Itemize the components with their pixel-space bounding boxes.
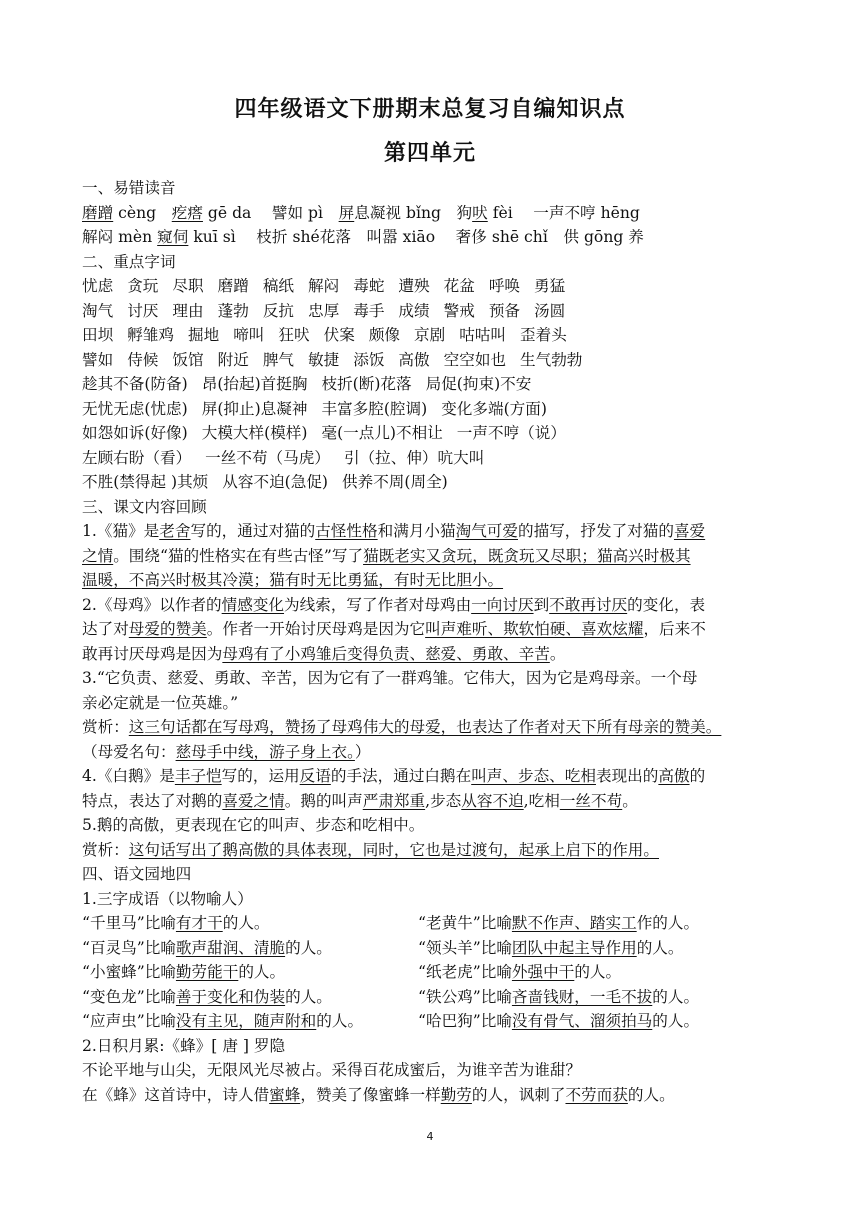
word: 伏案 bbox=[323, 326, 355, 344]
word-pair: 大模大样(模样) bbox=[201, 424, 308, 442]
word: 忠厚 bbox=[308, 301, 340, 320]
word: 侍候 bbox=[127, 350, 159, 369]
paragraph-line bbox=[82, 1083, 782, 1108]
word-pair: 局促(拘束)不安 bbox=[425, 375, 532, 393]
section-heading: 四、语文园地四 bbox=[82, 865, 192, 883]
idiom-left bbox=[82, 963, 285, 981]
word-row bbox=[82, 348, 782, 373]
word: 稿纸 bbox=[262, 277, 295, 295]
word: 附近 bbox=[217, 350, 249, 369]
idiom-row bbox=[82, 911, 782, 936]
idiom-right bbox=[418, 911, 699, 936]
text: “百灵鸟”比喻 bbox=[82, 938, 176, 957]
paragraph-line bbox=[82, 789, 782, 814]
text: 作的人。 bbox=[636, 914, 700, 932]
page-number: 4 bbox=[426, 1130, 434, 1143]
pronunciation-row bbox=[82, 225, 782, 250]
word: 歪着头 bbox=[520, 326, 567, 344]
key-point: 之情 bbox=[82, 546, 114, 565]
key-point: 有才干 bbox=[175, 914, 223, 932]
key-point: 喜爱 bbox=[673, 522, 706, 540]
section-heading: 一、易错读音 bbox=[82, 179, 176, 197]
word-pair: 一声不哼（说） bbox=[456, 424, 566, 442]
idiom-left bbox=[82, 1012, 363, 1030]
paragraph-line bbox=[82, 593, 782, 618]
key-point: 勤劳 bbox=[440, 1085, 472, 1104]
paragraph-line bbox=[82, 544, 782, 569]
text: 的人。 bbox=[238, 963, 286, 981]
word-pair: 毫(一点儿)不相让 bbox=[321, 424, 443, 442]
word: 孵雏鸡 bbox=[127, 326, 174, 344]
word: 理由 bbox=[172, 301, 204, 320]
pron-text: 息凝视 bǐng 狗 bbox=[354, 203, 473, 222]
word: 呼唤 bbox=[488, 277, 521, 295]
key-point: 没有主见，随声附和 bbox=[175, 1012, 317, 1030]
subheading: 1.三字成语（以物喻人） bbox=[82, 889, 253, 908]
paragraph-line: 3.“它负责、慈爱、勇敢、辛苦，因为它有了一群鸡雏。它伟大，因为它是鸡母亲。一个母 bbox=[82, 669, 698, 687]
word: 讨厌 bbox=[127, 301, 159, 320]
key-point: 善于变化和伪装 bbox=[175, 987, 286, 1006]
idiom-row bbox=[82, 1009, 782, 1034]
word: 毒手 bbox=[353, 301, 385, 320]
word-pair: 昂(抬起)首挺胸 bbox=[201, 375, 308, 393]
key-point: 勤劳能干 bbox=[175, 963, 239, 981]
text: 敢再讨厌母鸡是因为 bbox=[82, 644, 223, 663]
text: 的描写，抒发了对猫的 bbox=[518, 522, 674, 540]
word: 警戒 bbox=[443, 301, 475, 320]
word: 田坝 bbox=[82, 326, 114, 344]
key-point: 默不作声、踏实工 bbox=[511, 914, 637, 932]
word: 成绩 bbox=[398, 301, 430, 320]
word: 解闷 bbox=[308, 277, 340, 295]
appreciation-line bbox=[82, 715, 782, 740]
word: 脾气 bbox=[262, 350, 295, 369]
appreciation-label: 赏析： bbox=[82, 718, 129, 736]
text: ，后来不 bbox=[643, 620, 706, 638]
text: （母爱名句： bbox=[82, 742, 176, 761]
subheading: 2.日积月累:《蜂》[ 唐 ] 罗隐 bbox=[82, 1036, 286, 1055]
word: 花盆 bbox=[443, 277, 475, 295]
idiom-left bbox=[82, 939, 332, 957]
word-pair-row bbox=[82, 397, 782, 422]
key-point: 高傲 bbox=[658, 767, 690, 785]
word-pair: 无忧无虑(忧虑) bbox=[82, 399, 188, 418]
text: 4.《白鹅》是 bbox=[82, 767, 175, 785]
text: “小蜜蜂”比喻 bbox=[82, 963, 176, 981]
paragraph-line bbox=[82, 764, 782, 789]
text: 的 bbox=[689, 767, 706, 785]
key-point: 叫声、步态、吃相 bbox=[471, 767, 596, 785]
text: 的人。 bbox=[636, 938, 684, 957]
key-point: 反语 bbox=[299, 767, 331, 785]
text: 。围绕“猫的性格实在有些古怪”写了 bbox=[113, 546, 364, 565]
idiom-right bbox=[418, 936, 683, 961]
word: 蓬勃 bbox=[217, 301, 249, 320]
key-point: 歌声甜润、清脆 bbox=[175, 938, 286, 957]
paragraph-line: 5.鹅的高傲，更表现在它的叫声、步态和吃相中。 bbox=[82, 816, 425, 834]
text: ） bbox=[354, 742, 371, 761]
word: 啼叫 bbox=[233, 326, 265, 344]
pron-word: 窥伺 bbox=[157, 228, 189, 246]
word: 预备 bbox=[488, 301, 521, 320]
word-pair: 屏(抑止)息凝神 bbox=[201, 399, 308, 418]
text: “哈巴狗”比喻 bbox=[418, 1012, 512, 1030]
idiom-right bbox=[418, 960, 621, 985]
text: 1.《猫》是 bbox=[82, 522, 160, 540]
word-pair: 从容不迫(急促) bbox=[222, 473, 329, 491]
text: 的人。 bbox=[627, 1085, 675, 1104]
key-point: 外强中干 bbox=[511, 963, 575, 981]
word: 狂吠 bbox=[278, 326, 310, 344]
key-point: 母鸡有了小鸡雏后变得负责、慈爱、勇敢、辛苦 bbox=[222, 644, 550, 663]
text: 写的，通过对猫的 bbox=[190, 522, 316, 540]
text: 。作者一开始讨厌母鸡是因为它 bbox=[206, 620, 426, 638]
text: 的人。 bbox=[222, 914, 270, 932]
word-pair: 变化多端(方面) bbox=[441, 399, 547, 418]
word: 毒蛇 bbox=[353, 277, 385, 295]
text: 2.《母鸡》以作者的 bbox=[82, 595, 222, 614]
word: 敏捷 bbox=[308, 350, 340, 369]
key-point: 情感变化 bbox=[221, 595, 285, 614]
text: 的人，讽刺了 bbox=[471, 1085, 566, 1104]
unit-title: 第四单元 bbox=[383, 140, 476, 166]
key-point: 不敢再讨厌 bbox=[549, 595, 628, 614]
text: 到 bbox=[533, 595, 550, 614]
document-title: 四年级语文下册期末总复习自编知识点 bbox=[234, 96, 626, 122]
key-point: 没有骨气、溜须拍马 bbox=[511, 1012, 653, 1030]
word: 忧虑 bbox=[82, 277, 114, 295]
text: ,步态 bbox=[425, 791, 462, 810]
text: “铁公鸡”比喻 bbox=[418, 987, 512, 1006]
text: ,吃相 bbox=[523, 791, 560, 810]
text: “千里马”比喻 bbox=[82, 914, 176, 932]
text: “纸老虎”比喻 bbox=[418, 963, 512, 981]
key-point: 慈母手中线，游子身上衣。 bbox=[175, 742, 355, 761]
word: 生气勃勃 bbox=[520, 350, 583, 369]
key-point: 一向讨厌 bbox=[471, 595, 534, 614]
key-point: 喜爱之情 bbox=[222, 791, 285, 810]
document-body bbox=[82, 176, 782, 1107]
text: 的手法，通过白鹅在 bbox=[330, 767, 472, 785]
pron-word: 吠 bbox=[472, 203, 488, 222]
key-point: 猫既老实又贪玩，既贪玩又尽职；猫高兴时极其 bbox=[363, 546, 691, 565]
text: “应声虫”比喻 bbox=[82, 1012, 176, 1030]
word-row bbox=[82, 299, 782, 324]
key-point: 团队中起主导作用 bbox=[511, 938, 637, 957]
key-point: 温暖，不高兴时极其冷漠；猫有时无比勇猛，有时无比胆小。 bbox=[82, 571, 504, 589]
text: 为线索，写了作者对母鸡由 bbox=[284, 595, 472, 614]
word-pair: 趁其不备(防备) bbox=[82, 375, 188, 393]
word: 遭殃 bbox=[398, 277, 430, 295]
word: 淘气 bbox=[82, 301, 114, 320]
word-pair: 丰富多腔(腔调) bbox=[321, 399, 428, 418]
key-point: 老舍 bbox=[159, 522, 191, 540]
word-pair-row bbox=[82, 421, 782, 446]
quote-line bbox=[82, 740, 782, 765]
idiom-row bbox=[82, 936, 782, 961]
pron-text: kuī sì 枝折 shé花落 叫嚣 xiāo 奢侈 shē chǐ 供 gōng 养 bbox=[188, 228, 644, 246]
text: 。 bbox=[549, 644, 566, 663]
text: 的人。 bbox=[285, 987, 332, 1006]
pron-text: gē da 譬如 pì bbox=[202, 203, 339, 222]
key-point: 吝啬钱财，一毛不拔 bbox=[511, 987, 653, 1006]
text: 。 bbox=[622, 791, 638, 810]
word: 掘地 bbox=[188, 326, 220, 344]
idiom-row bbox=[82, 960, 782, 985]
pron-word: 疙瘩 bbox=[171, 203, 203, 222]
key-point: 一丝不苟 bbox=[559, 791, 623, 810]
key-point: 古怪性格 bbox=[315, 522, 378, 540]
word: 反抗 bbox=[262, 301, 295, 320]
text: 在《蜂》这首诗中，诗人借 bbox=[82, 1085, 270, 1104]
idiom-left bbox=[82, 914, 270, 932]
text: “变色龙”比喻 bbox=[82, 987, 176, 1006]
key-point: 不劳而获 bbox=[565, 1085, 628, 1104]
key-point: 叫声难听、欺软怕硬、喜欢炫耀 bbox=[425, 620, 644, 638]
word: 贪玩 bbox=[127, 277, 159, 295]
text: 写的，运用 bbox=[221, 767, 300, 785]
word-pair-row bbox=[82, 446, 782, 471]
word: 京剧 bbox=[414, 326, 446, 344]
text: 的人。 bbox=[574, 963, 622, 981]
word: 高傲 bbox=[398, 350, 430, 369]
word-pair: 不胜(禁得起 )其烦 bbox=[82, 473, 209, 491]
key-point: 严肃郑重 bbox=[362, 791, 426, 810]
text: 特点，表达了对鹅的 bbox=[82, 791, 223, 810]
word-pair: 一丝不苟（马虎） bbox=[205, 448, 330, 467]
text: ，赞美了像蜜蜂一样 bbox=[300, 1085, 441, 1104]
paragraph-line bbox=[82, 568, 782, 593]
word: 添饭 bbox=[353, 350, 385, 369]
appreciation-line bbox=[82, 838, 782, 863]
paragraph-line bbox=[82, 519, 782, 544]
key-point: 蜜蜂 bbox=[269, 1085, 301, 1104]
word-pair-row bbox=[82, 470, 782, 495]
paragraph-line bbox=[82, 617, 782, 642]
word: 颇像 bbox=[368, 326, 401, 344]
pronunciation-row bbox=[82, 201, 782, 226]
key-point: 淘气可爱 bbox=[455, 522, 518, 540]
text: 的人。 bbox=[652, 1012, 700, 1030]
pron-word: 屏 bbox=[338, 203, 355, 222]
word: 汤圆 bbox=[534, 301, 566, 320]
key-point: 这句话写出了鹅高傲的具体表现，同时，它也是过渡句，起承上启下的作用。 bbox=[128, 840, 659, 859]
pron-text: cèng bbox=[113, 203, 172, 222]
section-heading: 二、重点字词 bbox=[82, 252, 176, 271]
text: “领头羊”比喻 bbox=[418, 938, 512, 957]
text: 和满月小猫 bbox=[377, 522, 456, 540]
word-row bbox=[82, 274, 782, 299]
idiom-right bbox=[418, 1009, 699, 1034]
word: 磨蹭 bbox=[217, 277, 249, 295]
section-heading: 三、课文内容回顾 bbox=[82, 497, 207, 516]
word-pair: 左顾右盼（看） bbox=[82, 448, 192, 467]
text: 。鹅的叫声 bbox=[284, 791, 363, 810]
idiom-right bbox=[418, 985, 699, 1010]
pron-word: 磨蹭 bbox=[82, 203, 114, 222]
word-pair: 供养不周(周全) bbox=[342, 473, 448, 491]
poem-text: 不论平地与山尖，无限风光尽被占。采得百花成蜜后，为谁辛苦为谁甜？ bbox=[82, 1061, 582, 1079]
text: “老黄牛”比喻 bbox=[418, 914, 512, 932]
pron-text: 解闷 mèn bbox=[82, 228, 158, 246]
word-row bbox=[82, 323, 782, 348]
word-pair: 如怨如诉(好像) bbox=[82, 424, 188, 442]
word-pair: 引（拉、伸）吭大叫 bbox=[343, 448, 485, 467]
word: 勇猛 bbox=[534, 277, 566, 295]
text: 达了对 bbox=[82, 620, 129, 638]
text: 的变化，表 bbox=[627, 595, 706, 614]
word-pair-row bbox=[82, 372, 782, 397]
word: 譬如 bbox=[82, 350, 114, 369]
word-pair: 枝折(断)花落 bbox=[321, 375, 412, 393]
idiom-row bbox=[82, 985, 782, 1010]
key-point: 母爱的赞美 bbox=[128, 620, 207, 638]
key-point: 这三句话都在写母鸡，赞扬了母鸡伟大的母爱，也表达了作者对天下所有母亲的赞美。 bbox=[128, 718, 722, 736]
appreciation-label: 赏析： bbox=[82, 840, 129, 859]
paragraph-line: 亲必定就是一位英雄。” bbox=[82, 693, 239, 712]
text: 的人。 bbox=[316, 1012, 364, 1030]
text: 的人。 bbox=[652, 987, 700, 1006]
word: 尽职 bbox=[172, 277, 204, 295]
word: 空空如也 bbox=[443, 350, 507, 369]
key-point: 丰子恺 bbox=[174, 767, 222, 785]
idiom-left bbox=[82, 988, 332, 1006]
paragraph-line bbox=[82, 642, 782, 667]
text: 表现出的 bbox=[595, 767, 659, 785]
key-point: 从容不迫 bbox=[461, 791, 524, 810]
pron-text: fèi 一声不哼 hēng bbox=[487, 203, 640, 222]
word: 咕咕叫 bbox=[459, 326, 507, 344]
text: 的人。 bbox=[285, 938, 332, 957]
word: 饭馆 bbox=[172, 350, 204, 369]
